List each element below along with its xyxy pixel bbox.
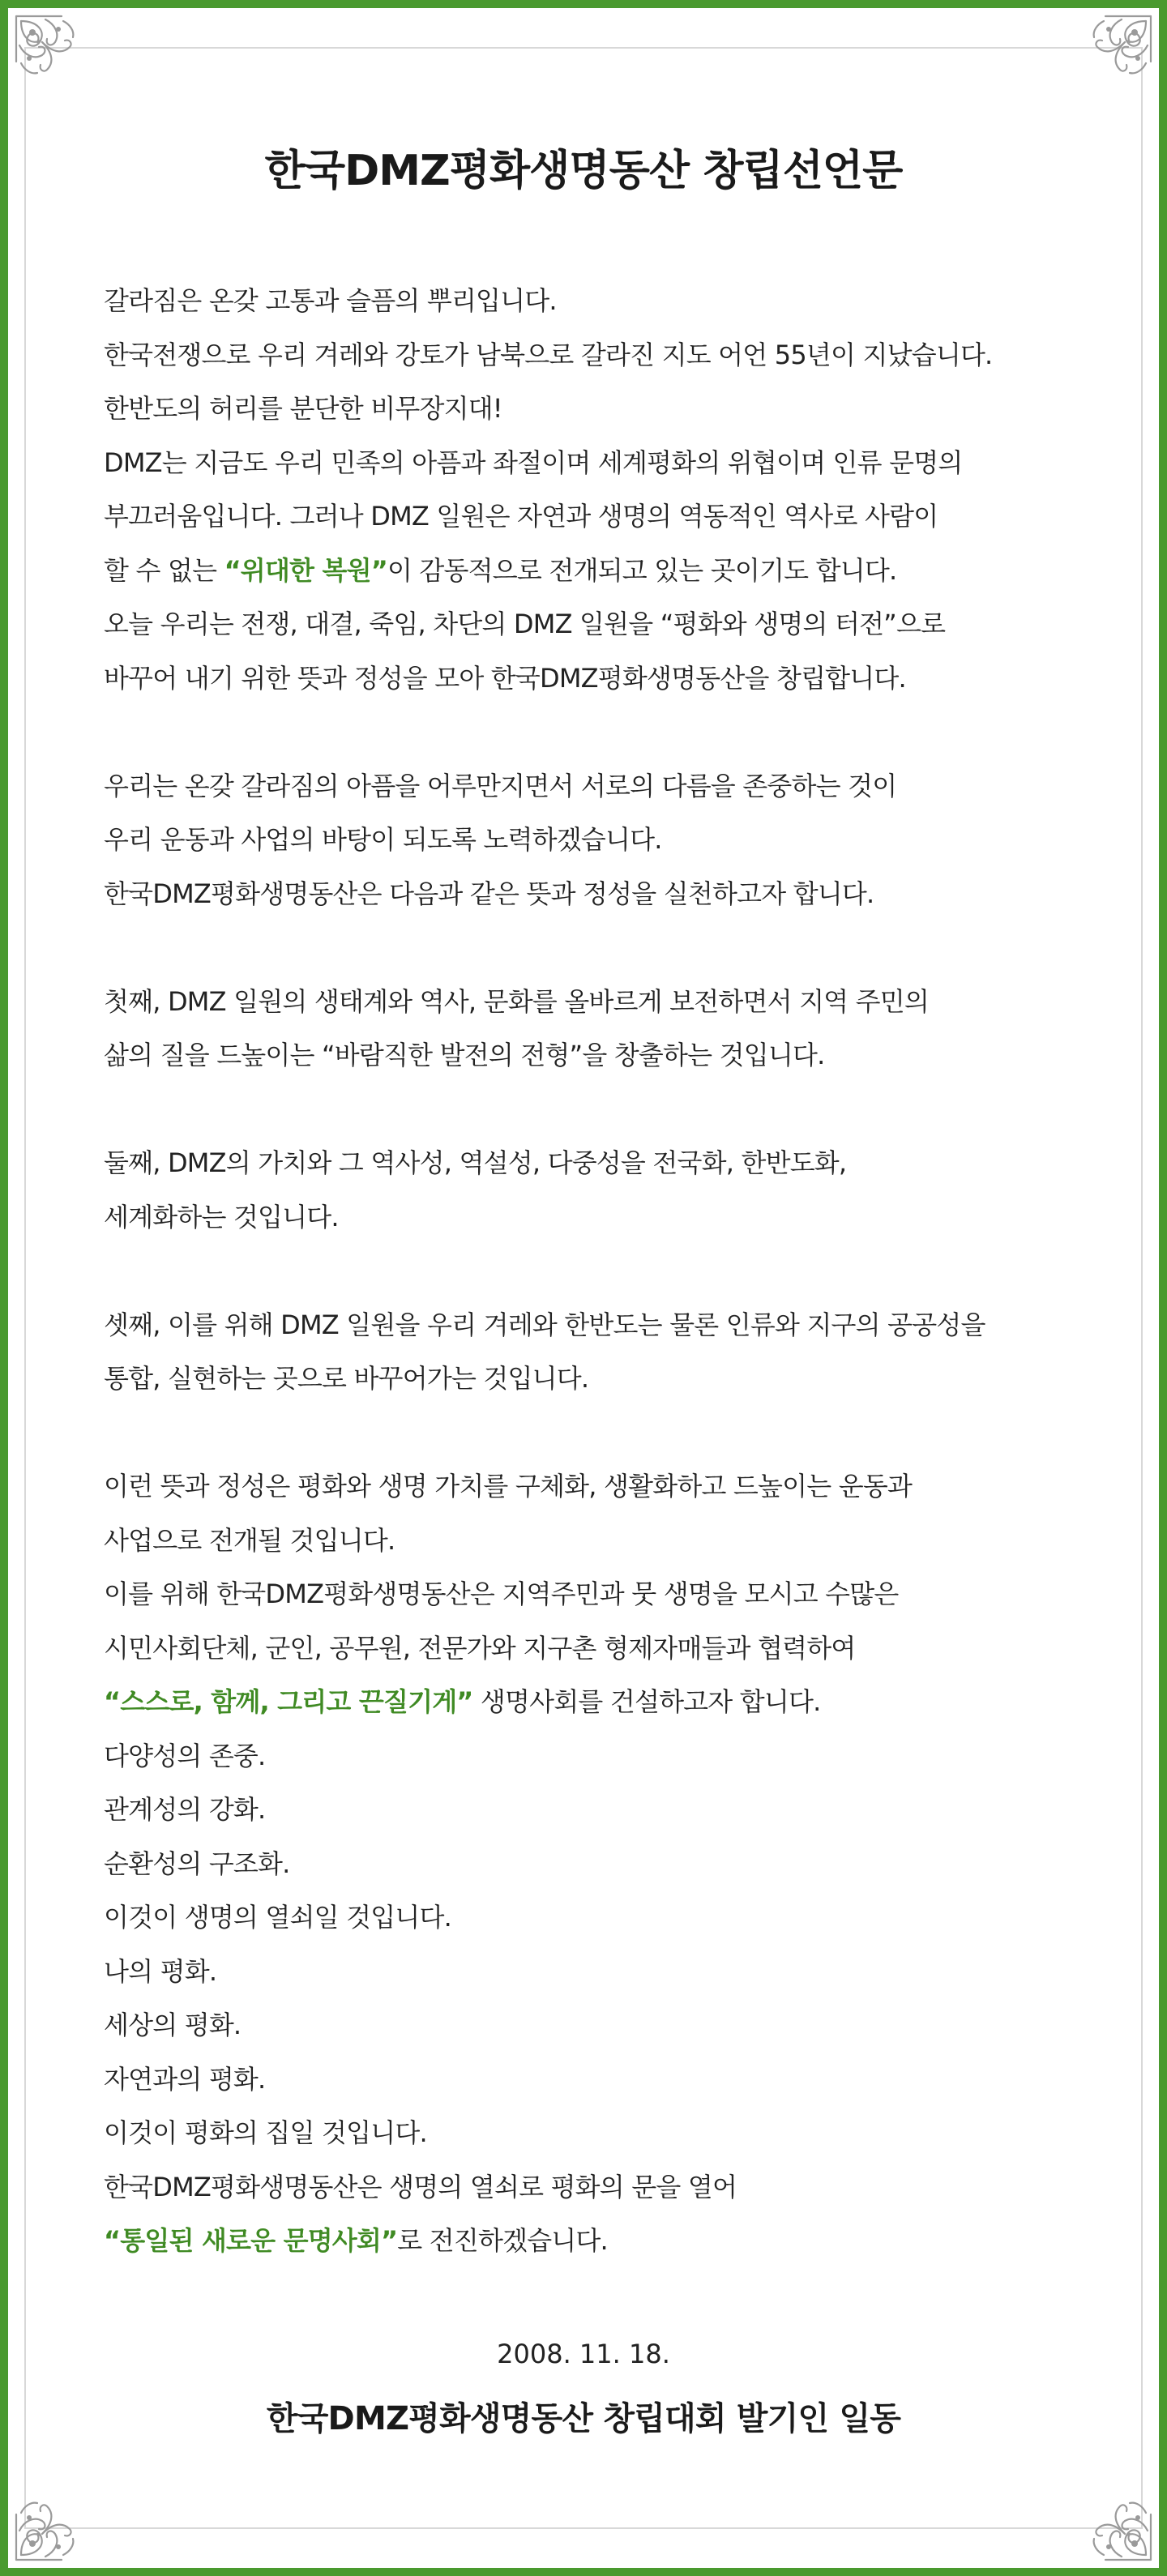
corner-ornament-icon: [1073, 2482, 1154, 2563]
text-line: [104, 544, 1076, 598]
text-segment: 삶의 질을 드높이는 “바람직한 발전의 전형”을 창출하는 것입니다.: [104, 1040, 825, 1070]
text-segment: 로 전진하겠습니다.: [397, 2225, 608, 2256]
corner-ornament-icon: [13, 2482, 94, 2563]
text-segment: 자연과의 평화.: [104, 2063, 266, 2095]
text-segment: 한반도의 허리를 분단한 비무장지대!: [104, 393, 502, 424]
text-line: [104, 759, 1076, 814]
text-segment: 바꾸어 내기 위한 뜻과 정성을 모아 한국DMZ평화생명동산을 창립합니다.: [104, 662, 906, 694]
text-line: [104, 2160, 1076, 2215]
text-segment: 이것이 생명의 열쇠일 것입니다.: [104, 1902, 451, 1933]
text-segment: 한국DMZ평화생명동산은 생명의 열쇠로 평화의 문을 열어: [104, 2171, 737, 2202]
text-line: [104, 651, 1076, 706]
text-segment: 이 감동적으로 전개되고 있는 곳이기도 합니다.: [387, 554, 897, 586]
text-line: [104, 1621, 1076, 1676]
text-segment: 오늘 우리는 전쟁, 대결, 죽임, 차단의 DMZ 일원을 “평화와 생명의 터전”으로: [104, 609, 946, 639]
text-segment: 사업으로 전개될 것입니다.: [104, 1524, 395, 1556]
text-segment: 이것이 평화의 집일 것입니다.: [104, 2117, 427, 2148]
text-line: [104, 436, 1076, 490]
paragraph-gap: [104, 921, 1076, 975]
text-line: [104, 1514, 1076, 1568]
text-line: [104, 597, 1076, 651]
text-line: [104, 2106, 1076, 2160]
text-segment: 세계화하는 것입니다.: [104, 1201, 339, 1232]
text-line: [104, 1028, 1076, 1083]
declaration-body: [104, 274, 1076, 2268]
paragraph-gap: [104, 705, 1076, 759]
text-line: [104, 1890, 1076, 1945]
text-line: [104, 867, 1076, 921]
text-line: [104, 1298, 1076, 1352]
highlighted-phrase: “통일된 새로운 문명사회”: [104, 2225, 398, 2256]
text-segment: 우리는 온갖 갈라짐의 아픔을 어루만지면서 서로의 다름을 존중하는 것이: [104, 770, 897, 801]
document-title: 한국DMZ평화생명동산 창립선언문: [264, 147, 903, 195]
text-segment: 관계성의 강화.: [104, 1794, 266, 1825]
text-line: [104, 489, 1076, 544]
corner-ornament-icon: [13, 13, 94, 94]
text-segment: 첫째, DMZ 일원의 생태계와 역사, 문화를 올바르게 보전하면서 지역 주민의: [104, 985, 930, 1017]
text-segment: 한국DMZ평화생명동산은 다음과 같은 뜻과 정성을 실천하고자 합니다.: [104, 878, 874, 909]
text-line: [104, 1783, 1076, 1837]
text-segment: 갈라짐은 온갖 고통과 슬픔의 뿌리입니다.: [104, 285, 557, 316]
signatory-line: 한국DMZ평화생명동산 창립대회 발기인 일동: [266, 2400, 901, 2437]
text-segment: 세상의 평화.: [104, 2010, 242, 2040]
text-line: [104, 1837, 1076, 1891]
highlighted-phrase: “위대한 복원”: [224, 554, 387, 586]
text-line: [104, 274, 1076, 328]
text-line: [104, 1998, 1076, 2053]
text-line: [104, 1136, 1076, 1190]
text-line: [104, 1675, 1076, 1729]
text-segment: 할 수 없는: [104, 554, 224, 586]
text-line: [104, 1459, 1076, 1514]
text-segment: 시민사회단체, 군인, 공무원, 전문가와 지구촌 형제자매들과 협력하여: [104, 1632, 856, 1664]
text-line: [104, 1567, 1076, 1621]
text-line: [104, 2053, 1076, 2107]
text-segment: 통합, 실현하는 곳으로 바꾸어가는 것입니다.: [104, 1363, 589, 1394]
text-line: [104, 813, 1076, 867]
highlighted-phrase: “스스로, 함께, 그리고 끈질기게”: [104, 1686, 473, 1717]
text-segment: 이런 뜻과 정성은 평화와 생명 가치를 구체화, 생활화하고 드높이는 운동과: [104, 1471, 913, 1502]
text-line: [104, 1352, 1076, 1406]
text-segment: 순환성의 구조화.: [104, 1848, 290, 1879]
declaration-date: 2008. 11. 18.: [497, 2339, 670, 2369]
text-segment: 둘째, DMZ의 가치와 그 역사성, 역설성, 다중성을 전국화, 한반도화,: [104, 1147, 847, 1178]
text-line: [104, 1190, 1076, 1245]
text-line: [104, 975, 1076, 1029]
text-segment: 다양성의 존중.: [104, 1740, 266, 1771]
text-line: [104, 328, 1076, 382]
text-segment: 한국전쟁으로 우리 겨레와 강토가 남북으로 갈라진 지도 어언 55년이 지났습니다.: [104, 339, 993, 370]
paragraph-gap: [104, 1083, 1076, 1137]
text-line: [104, 1729, 1076, 1784]
text-segment: 이를 위해 한국DMZ평화생명동산은 지역주민과 뭇 생명을 모시고 수많은: [104, 1578, 899, 1609]
text-segment: 부끄러움입니다. 그러나 DMZ 일원은 자연과 생명의 역동적인 역사로 사람이: [104, 501, 938, 532]
text-segment: 셋째, 이를 위해 DMZ 일원을 우리 겨레와 한반도는 물론 인류와 지구의 공공성을: [104, 1309, 985, 1340]
text-segment: 우리 운동과 사업의 바탕이 되도록 노력하겠습니다.: [104, 824, 662, 855]
text-segment: 생명사회를 건설하고자 합니다.: [472, 1686, 821, 1717]
text-line: [104, 2214, 1076, 2268]
corner-ornament-icon: [1073, 13, 1154, 94]
paragraph-gap: [104, 1244, 1076, 1298]
text-segment: 나의 평화.: [104, 1955, 217, 1987]
text-line: [104, 382, 1076, 436]
text-segment: DMZ는 지금도 우리 민족의 아픔과 좌절이며 세계평화의 위협이며 인류 문명의: [104, 446, 963, 478]
paragraph-gap: [104, 1406, 1076, 1460]
text-line: [104, 1945, 1076, 1999]
